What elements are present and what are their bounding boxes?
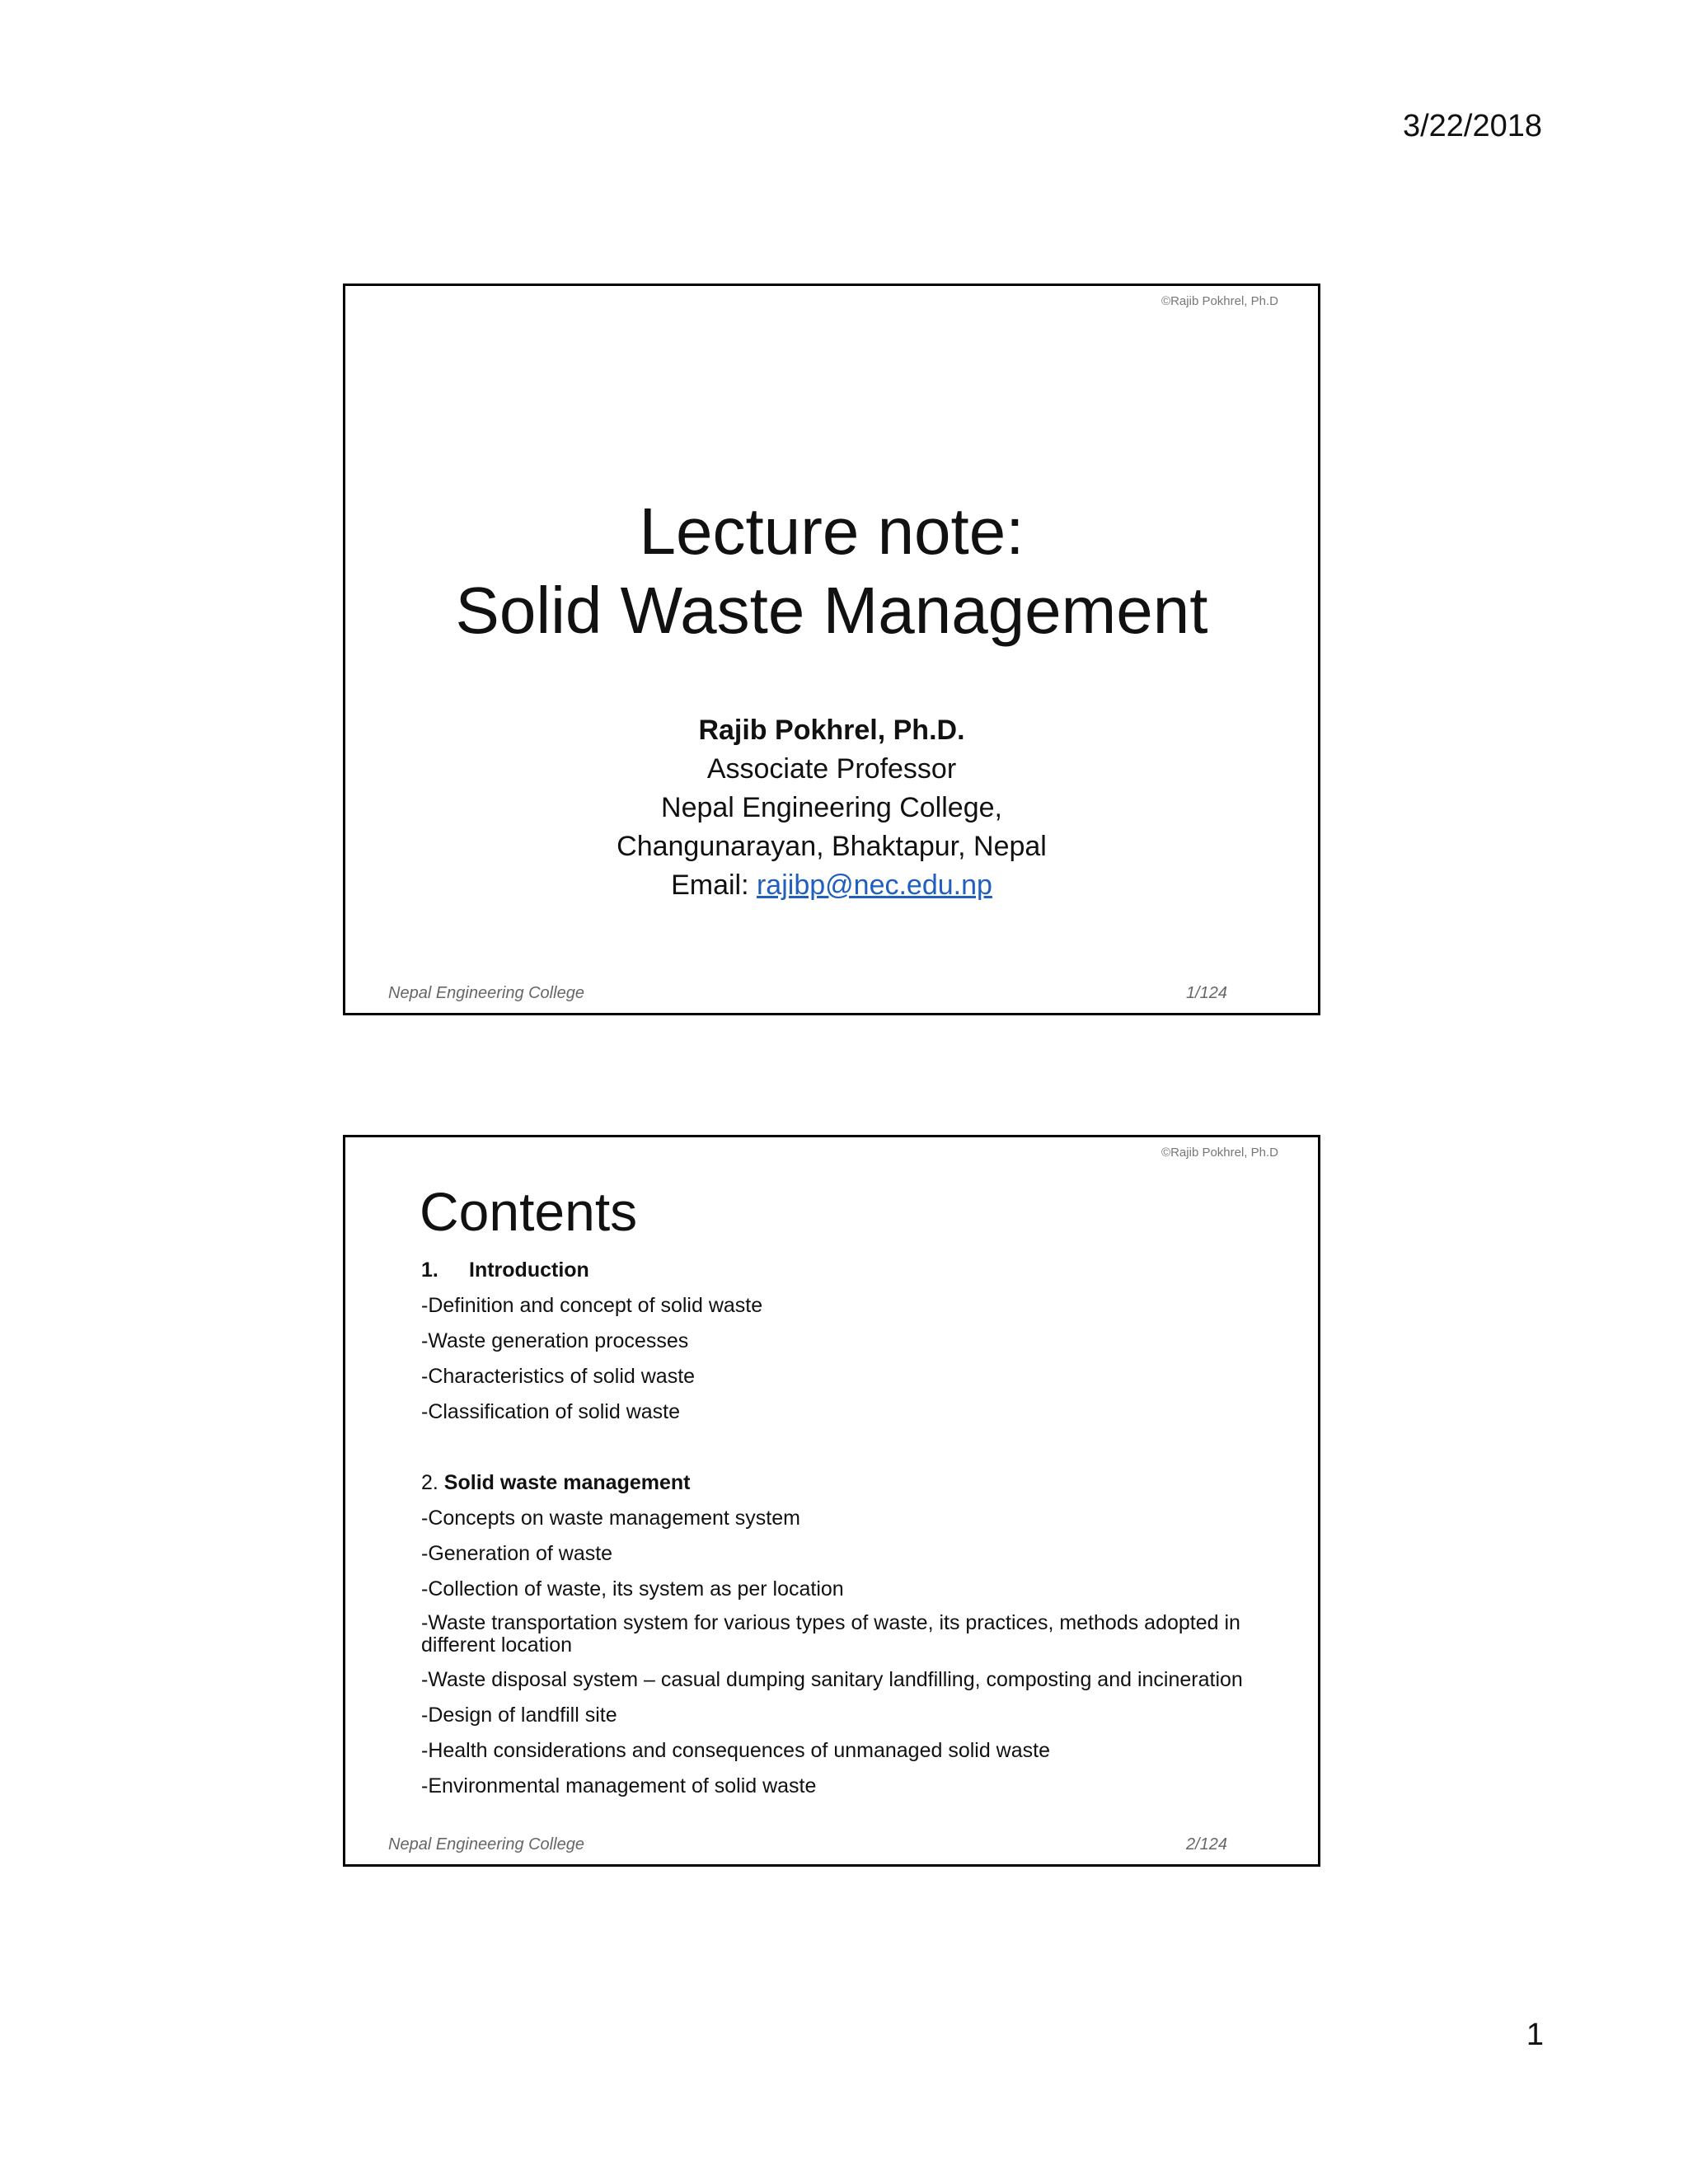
slide-footer-institution: Nepal Engineering College (388, 1835, 584, 1854)
list-item: -Definition and concept of solid waste (421, 1294, 763, 1317)
list-item: -Classification of solid waste (421, 1400, 681, 1423)
list-item: -Collection of waste, its system as per location (421, 1577, 844, 1601)
page-date: 3/22/2018 (1402, 109, 1542, 143)
title-line-2: Solid Waste Management (455, 574, 1208, 647)
author-block (345, 711, 1318, 905)
page-number: 1 (1526, 2018, 1544, 2052)
section-2-number: 2. (421, 1471, 444, 1494)
section-1-number: 1. (421, 1258, 438, 1282)
slide-title (343, 284, 1320, 1015)
list-item: -Concepts on waste management system (421, 1507, 800, 1530)
title-line-1: Lecture note: (639, 494, 1025, 568)
section-1-title: Introduction (469, 1258, 589, 1282)
list-item: -Health considerations and consequences of unmanaged solid waste (421, 1739, 1050, 1762)
email-label: Email: (671, 869, 757, 901)
section-1-heading (421, 1258, 1278, 1282)
contents-list (421, 1258, 1278, 1809)
section-2-title: Solid waste management (443, 1471, 691, 1494)
contents-title: Contents (420, 1181, 638, 1242)
list-item: -Waste generation processes (421, 1329, 689, 1352)
section-spacer (421, 1435, 1278, 1470)
copyright-notice: ©Rajib Pokhrel, Ph.D (1161, 294, 1278, 308)
copyright-notice: ©Rajib Pokhrel, Ph.D (1161, 1146, 1278, 1160)
slide-title-block (345, 492, 1318, 650)
list-item: -Environmental management of solid waste (421, 1774, 817, 1797)
author-institution: Nepal Engineering College, (661, 792, 1002, 823)
list-item: -Waste disposal system – casual dumping sanitary landfilling, composting and incineration (421, 1668, 1243, 1691)
list-item: -Waste transportation system for various types of waste, its practices, methods adopted in different location (421, 1611, 1240, 1657)
author-address: Changunarayan, Bhaktapur, Nepal (617, 831, 1047, 862)
slide-contents (343, 1135, 1320, 1867)
slide-footer-institution: Nepal Engineering College (388, 984, 584, 1002)
author-email-row (345, 866, 1318, 905)
email-link[interactable]: rajibp@nec.edu.np (756, 869, 992, 901)
list-item: -Generation of waste (421, 1542, 613, 1565)
list-item: -Design of landfill site (421, 1704, 617, 1727)
section-2-heading (421, 1470, 1278, 1495)
list-item: -Characteristics of solid waste (421, 1365, 696, 1388)
author-name: Rajib Pokhrel, Ph.D. (698, 715, 965, 746)
slide-footer-page: 1/124 (1185, 984, 1227, 1002)
author-position: Associate Professor (706, 753, 957, 785)
slide-footer-page: 2/124 (1185, 1835, 1227, 1854)
